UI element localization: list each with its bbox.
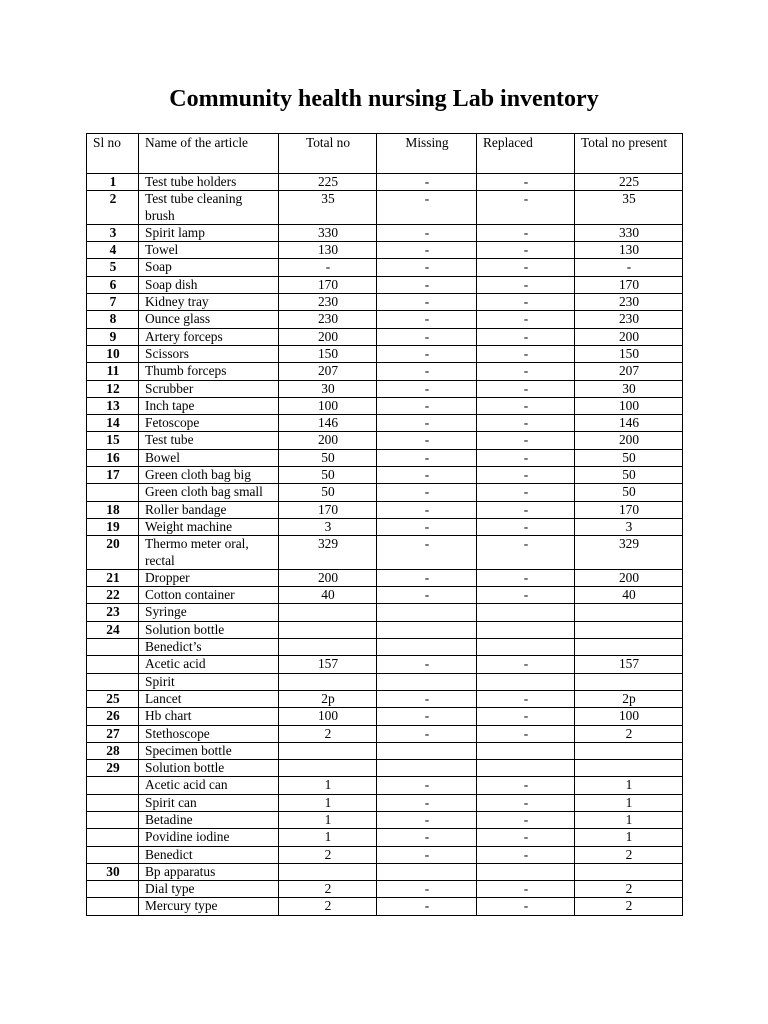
cell-article-name: Artery forceps — [139, 328, 279, 345]
cell-total-present: 100 — [575, 397, 683, 414]
cell-sl-no: 28 — [87, 742, 139, 759]
cell-total-present — [575, 639, 683, 656]
cell-total-present: 2 — [575, 725, 683, 742]
table-row — [87, 484, 683, 501]
cell-total-no — [279, 639, 377, 656]
cell-replaced — [477, 673, 575, 690]
table-row — [87, 345, 683, 362]
table-row — [87, 467, 683, 484]
cell-missing: - — [377, 363, 477, 380]
table-row — [87, 777, 683, 794]
cell-missing: - — [377, 829, 477, 846]
cell-total-no: 230 — [279, 294, 377, 311]
cell-replaced — [477, 863, 575, 880]
cell-total-present: 1 — [575, 811, 683, 828]
cell-replaced — [477, 742, 575, 759]
cell-missing: - — [377, 449, 477, 466]
cell-total-no: 130 — [279, 242, 377, 259]
header-name-of-article: Name of the article — [139, 134, 279, 174]
cell-replaced: - — [477, 725, 575, 742]
cell-replaced: - — [477, 311, 575, 328]
cell-missing: - — [377, 777, 477, 794]
cell-sl-no: 18 — [87, 501, 139, 518]
cell-total-present: 100 — [575, 708, 683, 725]
cell-missing: - — [377, 294, 477, 311]
cell-total-no: 50 — [279, 467, 377, 484]
cell-sl-no — [87, 777, 139, 794]
cell-missing — [377, 639, 477, 656]
cell-total-no — [279, 604, 377, 621]
cell-sl-no: 27 — [87, 725, 139, 742]
cell-missing: - — [377, 328, 477, 345]
cell-article-name: Weight machine — [139, 518, 279, 535]
cell-replaced: - — [477, 328, 575, 345]
table-row — [87, 432, 683, 449]
cell-missing: - — [377, 432, 477, 449]
table-row — [87, 415, 683, 432]
cell-sl-no — [87, 881, 139, 898]
cell-missing: - — [377, 518, 477, 535]
cell-sl-no: 15 — [87, 432, 139, 449]
cell-replaced: - — [477, 881, 575, 898]
cell-total-present: 170 — [575, 276, 683, 293]
cell-sl-no: 12 — [87, 380, 139, 397]
cell-missing — [377, 863, 477, 880]
cell-total-no: 2 — [279, 898, 377, 915]
cell-sl-no: 2 — [87, 191, 139, 225]
cell-sl-no: 1 — [87, 174, 139, 191]
cell-total-no: 3 — [279, 518, 377, 535]
header-total-no-present: Total no present — [575, 134, 683, 174]
table-row — [87, 742, 683, 759]
table-row — [87, 363, 683, 380]
cell-replaced — [477, 760, 575, 777]
cell-total-no: 35 — [279, 191, 377, 225]
table-row — [87, 311, 683, 328]
cell-article-name: Cotton container — [139, 587, 279, 604]
cell-missing: - — [377, 397, 477, 414]
cell-sl-no: 7 — [87, 294, 139, 311]
cell-replaced: - — [477, 242, 575, 259]
cell-replaced: - — [477, 224, 575, 241]
table-row — [87, 760, 683, 777]
cell-sl-no: 5 — [87, 259, 139, 276]
cell-total-no: 50 — [279, 449, 377, 466]
table-row — [87, 639, 683, 656]
cell-replaced: - — [477, 174, 575, 191]
cell-total-no: 207 — [279, 363, 377, 380]
cell-replaced: - — [477, 501, 575, 518]
cell-replaced: - — [477, 363, 575, 380]
cell-article-name: Thumb forceps — [139, 363, 279, 380]
cell-missing: - — [377, 311, 477, 328]
cell-missing: - — [377, 484, 477, 501]
cell-article-name: Acetic acid can — [139, 777, 279, 794]
cell-total-present: 130 — [575, 242, 683, 259]
table-row — [87, 604, 683, 621]
cell-article-name: Test tube — [139, 432, 279, 449]
cell-total-present — [575, 621, 683, 638]
inventory-table — [86, 133, 683, 916]
cell-total-present: 40 — [575, 587, 683, 604]
cell-total-no: 150 — [279, 345, 377, 362]
table-row — [87, 224, 683, 241]
table-row — [87, 690, 683, 707]
cell-article-name: Soap — [139, 259, 279, 276]
cell-sl-no: 19 — [87, 518, 139, 535]
cell-article-name: Towel — [139, 242, 279, 259]
cell-article-name: Bowel — [139, 449, 279, 466]
cell-total-no — [279, 742, 377, 759]
header-replaced: Replaced — [477, 134, 575, 174]
cell-sl-no: 4 — [87, 242, 139, 259]
cell-replaced: - — [477, 898, 575, 915]
cell-missing — [377, 604, 477, 621]
cell-article-name: Scrubber — [139, 380, 279, 397]
cell-total-present — [575, 863, 683, 880]
cell-total-present: 157 — [575, 656, 683, 673]
cell-total-no: 330 — [279, 224, 377, 241]
cell-replaced: - — [477, 259, 575, 276]
cell-sl-no: 17 — [87, 467, 139, 484]
cell-replaced: - — [477, 587, 575, 604]
cell-replaced: - — [477, 777, 575, 794]
cell-sl-no: 3 — [87, 224, 139, 241]
cell-missing: - — [377, 242, 477, 259]
cell-sl-no — [87, 898, 139, 915]
cell-sl-no — [87, 846, 139, 863]
cell-missing — [377, 673, 477, 690]
cell-article-name: Bp apparatus — [139, 863, 279, 880]
cell-replaced: - — [477, 449, 575, 466]
cell-missing: - — [377, 587, 477, 604]
cell-article-name: Acetic acid — [139, 656, 279, 673]
page-title: Community health nursing Lab inventory — [169, 86, 599, 112]
cell-total-present — [575, 760, 683, 777]
cell-total-no: 2 — [279, 725, 377, 742]
cell-total-no: 146 — [279, 415, 377, 432]
cell-missing: - — [377, 536, 477, 570]
cell-replaced: - — [477, 432, 575, 449]
table-row — [87, 536, 683, 570]
cell-sl-no: 10 — [87, 345, 139, 362]
cell-total-present: 200 — [575, 432, 683, 449]
cell-total-present — [575, 742, 683, 759]
table-row — [87, 794, 683, 811]
cell-total-no: 50 — [279, 484, 377, 501]
cell-total-present: 200 — [575, 569, 683, 586]
cell-replaced: - — [477, 708, 575, 725]
table-row — [87, 328, 683, 345]
cell-replaced: - — [477, 569, 575, 586]
cell-missing: - — [377, 380, 477, 397]
cell-sl-no — [87, 484, 139, 501]
cell-total-no: 1 — [279, 811, 377, 828]
cell-sl-no: 30 — [87, 863, 139, 880]
cell-missing: - — [377, 708, 477, 725]
cell-sl-no: 24 — [87, 621, 139, 638]
cell-replaced — [477, 604, 575, 621]
table-row — [87, 569, 683, 586]
cell-article-name: Syringe — [139, 604, 279, 621]
cell-missing: - — [377, 846, 477, 863]
cell-total-present: 230 — [575, 311, 683, 328]
table-row — [87, 276, 683, 293]
cell-article-name: Betadine — [139, 811, 279, 828]
cell-replaced: - — [477, 656, 575, 673]
cell-total-present: 170 — [575, 501, 683, 518]
cell-article-name: Kidney tray — [139, 294, 279, 311]
cell-article-name: Soap dish — [139, 276, 279, 293]
cell-missing: - — [377, 259, 477, 276]
cell-total-present: 225 — [575, 174, 683, 191]
table-row — [87, 725, 683, 742]
table-row — [87, 708, 683, 725]
cell-missing: - — [377, 501, 477, 518]
cell-missing: - — [377, 690, 477, 707]
cell-total-no: 100 — [279, 708, 377, 725]
table-row — [87, 449, 683, 466]
cell-total-present: 2 — [575, 881, 683, 898]
cell-sl-no: 13 — [87, 397, 139, 414]
cell-missing: - — [377, 725, 477, 742]
cell-total-present: 1 — [575, 794, 683, 811]
cell-article-name: Scissors — [139, 345, 279, 362]
cell-sl-no — [87, 639, 139, 656]
cell-missing: - — [377, 811, 477, 828]
cell-replaced: - — [477, 397, 575, 414]
cell-total-present: 207 — [575, 363, 683, 380]
cell-total-no: 170 — [279, 276, 377, 293]
cell-replaced: - — [477, 536, 575, 570]
cell-total-present: 2p — [575, 690, 683, 707]
table-row — [87, 673, 683, 690]
cell-article-name: Mercury type — [139, 898, 279, 915]
cell-total-no: 170 — [279, 501, 377, 518]
table-row — [87, 518, 683, 535]
cell-missing: - — [377, 345, 477, 362]
cell-article-name: Benedict — [139, 846, 279, 863]
cell-total-no: 2 — [279, 881, 377, 898]
table-row — [87, 811, 683, 828]
table-row — [87, 621, 683, 638]
cell-article-name: Roller bandage — [139, 501, 279, 518]
table-row — [87, 587, 683, 604]
header-sl-no: Sl no — [87, 134, 139, 174]
cell-missing: - — [377, 191, 477, 225]
cell-article-name: Test tube holders — [139, 174, 279, 191]
cell-total-present: 1 — [575, 829, 683, 846]
cell-sl-no: 22 — [87, 587, 139, 604]
cell-article-name: Fetoscope — [139, 415, 279, 432]
cell-sl-no: 25 — [87, 690, 139, 707]
cell-replaced: - — [477, 518, 575, 535]
cell-replaced: - — [477, 294, 575, 311]
cell-article-name: Spirit — [139, 673, 279, 690]
cell-article-name: Specimen bottle — [139, 742, 279, 759]
cell-article-name: Povidine iodine — [139, 829, 279, 846]
cell-total-no: - — [279, 259, 377, 276]
cell-total-no: 100 — [279, 397, 377, 414]
cell-replaced: - — [477, 467, 575, 484]
cell-total-no: 200 — [279, 328, 377, 345]
cell-article-name: Inch tape — [139, 397, 279, 414]
cell-total-no: 1 — [279, 777, 377, 794]
cell-total-present: 50 — [575, 449, 683, 466]
cell-total-no: 200 — [279, 569, 377, 586]
cell-sl-no: 20 — [87, 536, 139, 570]
cell-total-no — [279, 863, 377, 880]
cell-article-name: Solution bottle — [139, 621, 279, 638]
table-row — [87, 863, 683, 880]
cell-sl-no — [87, 829, 139, 846]
cell-article-name: Lancet — [139, 690, 279, 707]
cell-total-no: 1 — [279, 829, 377, 846]
table-row — [87, 380, 683, 397]
table-row — [87, 881, 683, 898]
cell-sl-no: 29 — [87, 760, 139, 777]
cell-article-name: Thermo meter oral, rectal — [139, 536, 279, 570]
cell-sl-no — [87, 673, 139, 690]
header-total-no: Total no — [279, 134, 377, 174]
cell-replaced: - — [477, 484, 575, 501]
cell-sl-no: 23 — [87, 604, 139, 621]
cell-article-name: Green cloth bag small — [139, 484, 279, 501]
cell-sl-no — [87, 811, 139, 828]
cell-missing: - — [377, 467, 477, 484]
cell-total-present: 50 — [575, 467, 683, 484]
cell-total-present: 329 — [575, 536, 683, 570]
cell-article-name: Solution bottle — [139, 760, 279, 777]
cell-sl-no: 21 — [87, 569, 139, 586]
table-row — [87, 898, 683, 915]
table-row — [87, 259, 683, 276]
cell-total-present — [575, 604, 683, 621]
cell-replaced: - — [477, 829, 575, 846]
cell-total-no — [279, 760, 377, 777]
cell-replaced: - — [477, 415, 575, 432]
cell-sl-no — [87, 794, 139, 811]
cell-article-name: Ounce glass — [139, 311, 279, 328]
cell-missing: - — [377, 569, 477, 586]
cell-article-name: Dropper — [139, 569, 279, 586]
cell-total-present: 200 — [575, 328, 683, 345]
cell-missing: - — [377, 898, 477, 915]
cell-total-present: 230 — [575, 294, 683, 311]
cell-article-name: Dial type — [139, 881, 279, 898]
cell-replaced: - — [477, 794, 575, 811]
cell-replaced — [477, 639, 575, 656]
cell-missing: - — [377, 881, 477, 898]
cell-article-name: Test tube cleaning brush — [139, 191, 279, 225]
cell-total-no: 200 — [279, 432, 377, 449]
table-row — [87, 242, 683, 259]
cell-article-name: Hb chart — [139, 708, 279, 725]
cell-missing — [377, 760, 477, 777]
cell-total-present: 146 — [575, 415, 683, 432]
cell-missing — [377, 742, 477, 759]
cell-replaced — [477, 621, 575, 638]
cell-total-present: 330 — [575, 224, 683, 241]
cell-replaced: - — [477, 276, 575, 293]
cell-missing: - — [377, 415, 477, 432]
cell-total-present — [575, 673, 683, 690]
cell-sl-no: 14 — [87, 415, 139, 432]
cell-total-no: 2 — [279, 846, 377, 863]
cell-replaced: - — [477, 345, 575, 362]
cell-total-no: 40 — [279, 587, 377, 604]
cell-total-present: 3 — [575, 518, 683, 535]
cell-replaced: - — [477, 846, 575, 863]
cell-total-present: 2 — [575, 846, 683, 863]
cell-missing: - — [377, 224, 477, 241]
cell-replaced: - — [477, 690, 575, 707]
cell-sl-no: 6 — [87, 276, 139, 293]
cell-total-present: 35 — [575, 191, 683, 225]
cell-sl-no: 11 — [87, 363, 139, 380]
cell-article-name: Spirit can — [139, 794, 279, 811]
cell-sl-no: 9 — [87, 328, 139, 345]
table-header-row — [87, 134, 683, 174]
cell-article-name: Stethoscope — [139, 725, 279, 742]
cell-total-no: 225 — [279, 174, 377, 191]
table-row — [87, 191, 683, 225]
cell-total-no — [279, 673, 377, 690]
cell-total-no — [279, 621, 377, 638]
cell-total-present: 50 — [575, 484, 683, 501]
table-row — [87, 174, 683, 191]
cell-total-present: - — [575, 259, 683, 276]
table-row — [87, 846, 683, 863]
cell-missing: - — [377, 276, 477, 293]
cell-replaced: - — [477, 380, 575, 397]
cell-replaced: - — [477, 811, 575, 828]
cell-missing: - — [377, 794, 477, 811]
cell-missing: - — [377, 174, 477, 191]
table-row — [87, 294, 683, 311]
table-row — [87, 397, 683, 414]
table-row — [87, 501, 683, 518]
cell-total-no: 30 — [279, 380, 377, 397]
cell-missing: - — [377, 656, 477, 673]
cell-total-no: 1 — [279, 794, 377, 811]
cell-article-name: Green cloth bag big — [139, 467, 279, 484]
cell-total-no: 230 — [279, 311, 377, 328]
cell-article-name: Spirit lamp — [139, 224, 279, 241]
cell-sl-no — [87, 656, 139, 673]
header-missing: Missing — [377, 134, 477, 174]
cell-sl-no: 26 — [87, 708, 139, 725]
cell-total-no: 329 — [279, 536, 377, 570]
cell-total-present: 30 — [575, 380, 683, 397]
table-row — [87, 829, 683, 846]
cell-missing — [377, 621, 477, 638]
cell-total-present: 150 — [575, 345, 683, 362]
cell-total-present: 1 — [575, 777, 683, 794]
table-row — [87, 656, 683, 673]
cell-total-no: 2p — [279, 690, 377, 707]
cell-sl-no: 16 — [87, 449, 139, 466]
cell-sl-no: 8 — [87, 311, 139, 328]
cell-article-name: Benedict’s — [139, 639, 279, 656]
cell-replaced: - — [477, 191, 575, 225]
cell-total-present: 2 — [575, 898, 683, 915]
cell-total-no: 157 — [279, 656, 377, 673]
